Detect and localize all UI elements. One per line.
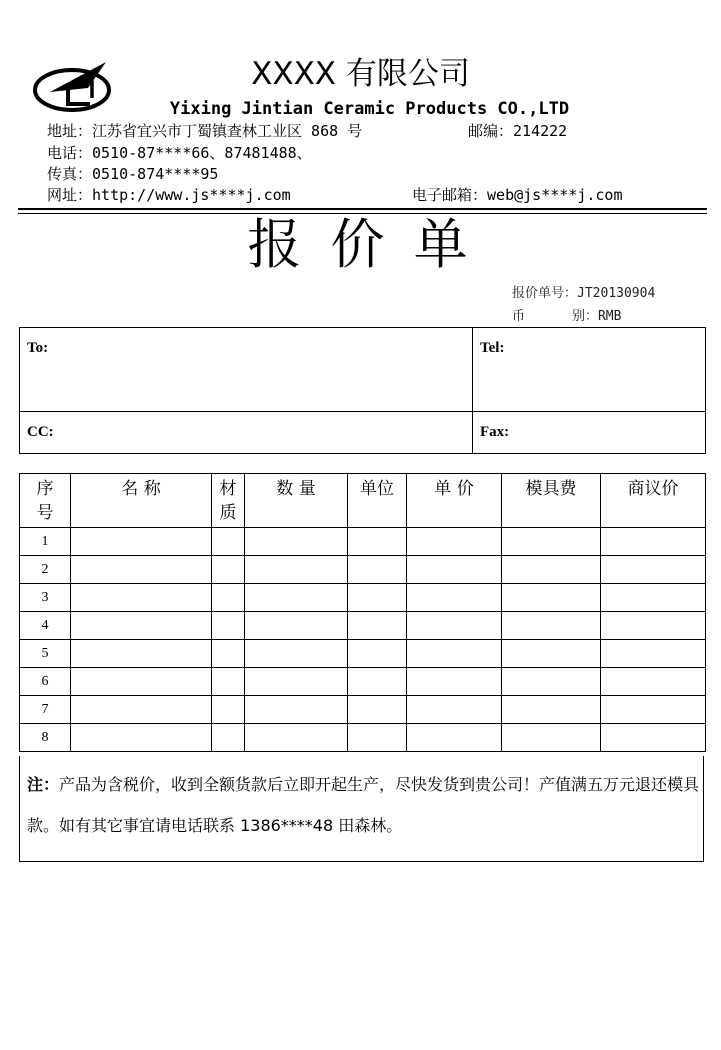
cc-cell[interactable] [20, 412, 473, 454]
note-body: 产品为含税价，收到全额货款后立即开起生产，尽快发货到贵公司！产值满五万元退还模具款。如有其它事宜请电话联系 1386****48 田森林。 [27, 775, 700, 835]
table-cell[interactable] [601, 612, 706, 640]
address-label: 地址： [47, 122, 93, 140]
postcode-line [468, 121, 567, 142]
table-cell[interactable] [502, 696, 601, 724]
fax-cell[interactable] [473, 412, 706, 454]
table-cell[interactable] [407, 640, 502, 668]
table-row [20, 640, 706, 668]
note-box [19, 756, 704, 862]
table-cell[interactable] [407, 528, 502, 556]
web-label: 网址： [47, 186, 93, 204]
table-row [20, 584, 706, 612]
phone-value: 0510-87****66、87481488、 [92, 144, 312, 162]
to-cell[interactable] [20, 328, 473, 412]
table-row [20, 528, 706, 556]
table-cell[interactable] [348, 696, 407, 724]
table-cell[interactable] [71, 724, 212, 752]
postcode-value: 214222 [513, 122, 568, 140]
table-cell[interactable] [245, 668, 348, 696]
table-cell[interactable] [245, 584, 348, 612]
fax-label: 传真： [47, 165, 93, 183]
quote-number-value: JT20130904 [577, 286, 656, 301]
col-header-unit-price: 单 价 [407, 474, 502, 528]
document-title: 报 价 单 [247, 213, 474, 276]
company-name-cn: XXXX 有限公司 [251, 56, 470, 92]
cc-label: CC: [27, 424, 54, 440]
table-cell[interactable] [348, 640, 407, 668]
table-cell[interactable] [601, 556, 706, 584]
table-cell[interactable] [245, 640, 348, 668]
row-index: 6 [20, 668, 71, 696]
table-cell[interactable] [212, 528, 245, 556]
table-cell[interactable] [502, 640, 601, 668]
table-header-row [20, 474, 706, 528]
address-line [47, 121, 362, 142]
col-header-unit: 单位 [348, 474, 407, 528]
table-cell[interactable] [601, 724, 706, 752]
col-header-negotiated-price: 商议价 [601, 474, 706, 528]
quote-number [512, 285, 655, 303]
row-index: 7 [20, 696, 71, 724]
table-cell[interactable] [407, 724, 502, 752]
table-cell[interactable] [348, 584, 407, 612]
col-header-mold-fee: 模具费 [502, 474, 601, 528]
tel-label: Tel: [480, 340, 505, 356]
note-text [27, 764, 703, 846]
postcode-label: 邮编： [468, 122, 514, 140]
to-label: To: [27, 340, 49, 356]
table-cell[interactable] [245, 724, 348, 752]
table-cell[interactable] [212, 668, 245, 696]
currency [512, 308, 621, 326]
email-value[interactable]: web@js****j.com [487, 186, 623, 204]
fax-label-cell: Fax: [480, 424, 510, 440]
contact-table [19, 327, 706, 454]
table-cell[interactable] [71, 668, 212, 696]
fax-value: 0510-874****95 [92, 165, 219, 183]
table-cell[interactable] [407, 668, 502, 696]
table-cell[interactable] [71, 696, 212, 724]
table-cell[interactable] [212, 640, 245, 668]
table-cell[interactable] [407, 584, 502, 612]
table-cell[interactable] [348, 668, 407, 696]
table-cell[interactable] [407, 612, 502, 640]
currency-label: 币 别： [512, 309, 598, 324]
header-divider-thick [18, 208, 707, 210]
table-row [20, 556, 706, 584]
table-cell[interactable] [348, 612, 407, 640]
currency-value: RMB [597, 309, 622, 324]
table-cell[interactable] [502, 528, 601, 556]
col-header-name: 名 称 [71, 474, 212, 528]
company-name-en: Yixing Jintian Ceramic Products CO.,LTD [169, 99, 570, 119]
table-cell[interactable] [502, 612, 601, 640]
table-cell[interactable] [71, 528, 212, 556]
table-cell[interactable] [601, 528, 706, 556]
table-cell[interactable] [502, 556, 601, 584]
table-cell[interactable] [245, 696, 348, 724]
col-header-material: 材质 [212, 474, 245, 528]
col-header-index: 序号 [20, 474, 71, 528]
table-cell[interactable] [245, 556, 348, 584]
table-cell[interactable] [245, 612, 348, 640]
address-value: 江苏省宜兴市丁蜀镇查林工业区 868 号 [92, 122, 363, 140]
quote-items-table [19, 473, 706, 752]
row-index: 8 [20, 724, 71, 752]
table-row [20, 668, 706, 696]
table-cell[interactable] [348, 724, 407, 752]
table-cell[interactable] [601, 696, 706, 724]
quote-number-label: 报价单号： [512, 286, 578, 301]
phone-label: 电话： [47, 144, 93, 162]
web-value[interactable]: http://www.js****j.com [92, 186, 291, 204]
table-cell[interactable] [212, 724, 245, 752]
table-cell[interactable] [71, 584, 212, 612]
col-header-quantity: 数 量 [245, 474, 348, 528]
email-label: 电子邮箱： [412, 186, 488, 204]
fax-line [47, 164, 218, 185]
table-cell[interactable] [601, 640, 706, 668]
table-row [20, 612, 706, 640]
table-cell[interactable] [245, 528, 348, 556]
table-cell[interactable] [601, 584, 706, 612]
table-cell[interactable] [71, 612, 212, 640]
table-cell[interactable] [407, 696, 502, 724]
phone-line [47, 143, 312, 164]
table-cell[interactable] [502, 584, 601, 612]
row-index: 2 [20, 556, 71, 584]
table-cell[interactable] [348, 528, 407, 556]
tel-cell[interactable] [473, 328, 706, 412]
web-line [47, 185, 291, 206]
table-cell[interactable] [212, 612, 245, 640]
table-row [20, 696, 706, 724]
row-index: 5 [20, 640, 71, 668]
table-cell[interactable] [212, 696, 245, 724]
row-index: 1 [20, 528, 71, 556]
table-row [20, 724, 706, 752]
table-cell[interactable] [212, 556, 245, 584]
table-cell[interactable] [212, 584, 245, 612]
table-cell[interactable] [407, 556, 502, 584]
table-cell[interactable] [601, 668, 706, 696]
note-label: 注： [27, 775, 60, 794]
row-index: 4 [20, 612, 71, 640]
table-cell[interactable] [502, 724, 601, 752]
table-cell[interactable] [348, 556, 407, 584]
email-line [412, 185, 622, 206]
table-cell[interactable] [71, 640, 212, 668]
row-index: 3 [20, 584, 71, 612]
table-cell[interactable] [502, 668, 601, 696]
table-cell[interactable] [71, 556, 212, 584]
